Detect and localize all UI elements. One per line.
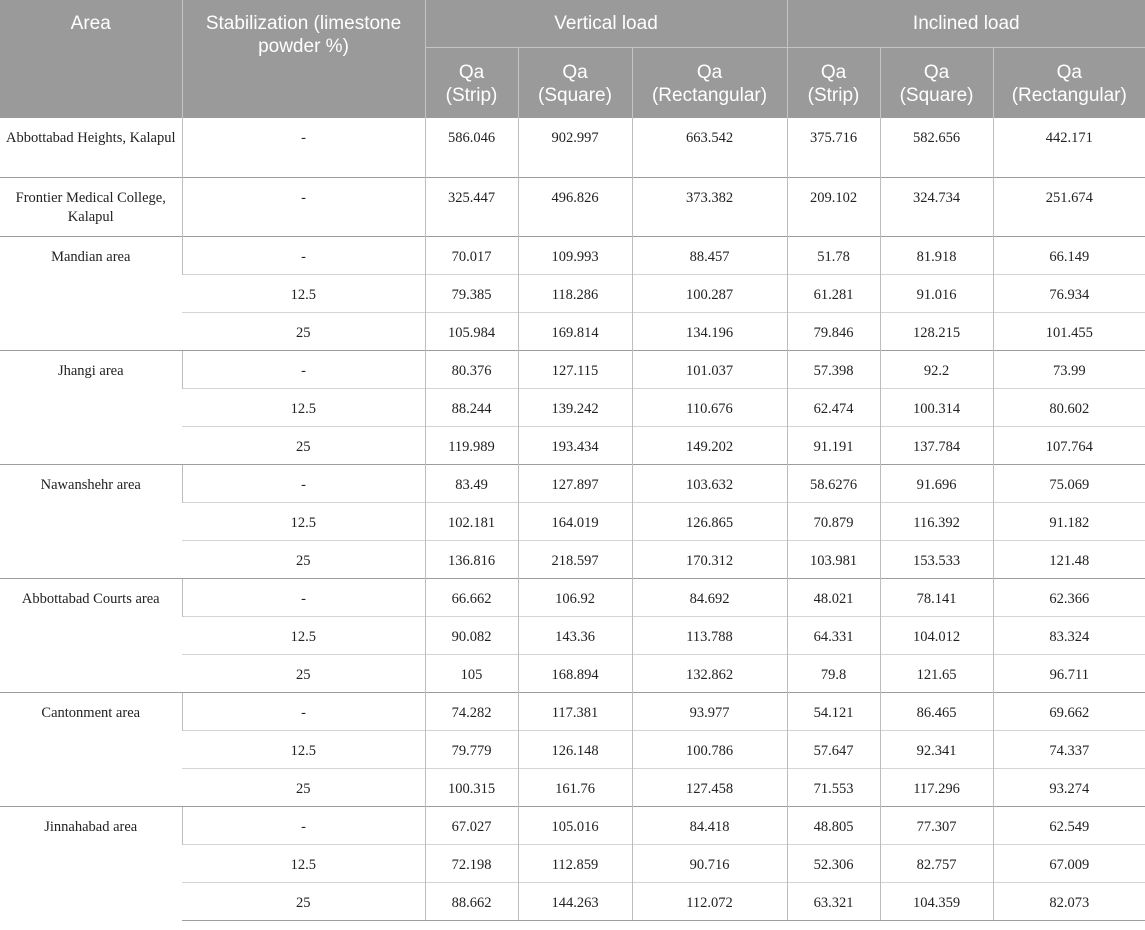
value-cell: 168.894 bbox=[518, 654, 632, 692]
header-inclined-square: Qa (Square) bbox=[880, 47, 993, 118]
stabilization-cell: - bbox=[182, 236, 425, 274]
value-cell: 137.784 bbox=[880, 426, 993, 464]
header-inclined-strip: Qa (Strip) bbox=[787, 47, 880, 118]
value-cell: 91.182 bbox=[993, 502, 1145, 540]
value-cell: 78.141 bbox=[880, 578, 993, 616]
value-cell: 62.549 bbox=[993, 806, 1145, 844]
value-cell: 110.676 bbox=[632, 388, 787, 426]
area-cell: Frontier Medical College, Kalapul bbox=[0, 177, 182, 236]
value-cell: 79.8 bbox=[787, 654, 880, 692]
value-cell: 169.814 bbox=[518, 312, 632, 350]
value-cell: 73.99 bbox=[993, 350, 1145, 388]
stabilization-cell: 25 bbox=[182, 882, 425, 920]
value-cell: 81.918 bbox=[880, 236, 993, 274]
value-cell: 72.198 bbox=[425, 844, 518, 882]
value-cell: 105.984 bbox=[425, 312, 518, 350]
value-cell: 902.997 bbox=[518, 118, 632, 177]
value-cell: 102.181 bbox=[425, 502, 518, 540]
value-cell: 91.696 bbox=[880, 464, 993, 502]
value-cell: 251.674 bbox=[993, 177, 1145, 236]
value-cell: 83.49 bbox=[425, 464, 518, 502]
value-cell: 100.315 bbox=[425, 768, 518, 806]
table-row bbox=[0, 692, 1145, 730]
stabilization-cell: 25 bbox=[182, 654, 425, 692]
stabilization-cell: - bbox=[182, 806, 425, 844]
value-cell: 80.376 bbox=[425, 350, 518, 388]
value-cell: 106.92 bbox=[518, 578, 632, 616]
value-cell: 62.366 bbox=[993, 578, 1145, 616]
value-cell: 193.434 bbox=[518, 426, 632, 464]
value-cell: 80.602 bbox=[993, 388, 1145, 426]
value-cell: 71.553 bbox=[787, 768, 880, 806]
value-cell: 103.981 bbox=[787, 540, 880, 578]
value-cell: 170.312 bbox=[632, 540, 787, 578]
stabilization-cell: - bbox=[182, 578, 425, 616]
value-cell: 663.542 bbox=[632, 118, 787, 177]
value-cell: 134.196 bbox=[632, 312, 787, 350]
value-cell: 66.149 bbox=[993, 236, 1145, 274]
value-cell: 132.862 bbox=[632, 654, 787, 692]
table-row bbox=[0, 118, 1145, 177]
value-cell: 373.382 bbox=[632, 177, 787, 236]
area-cell: Nawanshehr area bbox=[0, 464, 182, 578]
stabilization-cell: - bbox=[182, 177, 425, 236]
value-cell: 62.474 bbox=[787, 388, 880, 426]
value-cell: 127.458 bbox=[632, 768, 787, 806]
stabilization-cell: 12.5 bbox=[182, 274, 425, 312]
table-row bbox=[0, 177, 1145, 236]
value-cell: 105 bbox=[425, 654, 518, 692]
value-cell: 144.263 bbox=[518, 882, 632, 920]
area-cell: Abbottabad Heights, Kalapul bbox=[5, 130, 176, 146]
value-cell: 52.306 bbox=[787, 844, 880, 882]
value-cell: 128.215 bbox=[880, 312, 993, 350]
stabilization-cell: 25 bbox=[182, 312, 425, 350]
value-cell: 375.716 bbox=[787, 118, 880, 177]
value-cell: 161.76 bbox=[518, 768, 632, 806]
value-cell: 91.191 bbox=[787, 426, 880, 464]
value-cell: 75.069 bbox=[993, 464, 1145, 502]
value-cell: 54.121 bbox=[787, 692, 880, 730]
stabilization-cell: - bbox=[182, 464, 425, 502]
stabilization-cell: 12.5 bbox=[182, 844, 425, 882]
value-cell: 57.647 bbox=[787, 730, 880, 768]
value-cell: 79.779 bbox=[425, 730, 518, 768]
value-cell: 325.447 bbox=[425, 177, 518, 236]
value-cell: 149.202 bbox=[632, 426, 787, 464]
value-cell: 83.324 bbox=[993, 616, 1145, 654]
value-cell: 48.805 bbox=[787, 806, 880, 844]
value-cell: 117.296 bbox=[880, 768, 993, 806]
area-cell: Jhangi area bbox=[0, 350, 182, 464]
value-cell: 104.359 bbox=[880, 882, 993, 920]
table-row bbox=[0, 806, 1145, 844]
value-cell: 442.171 bbox=[993, 118, 1145, 177]
value-cell: 70.879 bbox=[787, 502, 880, 540]
table-header bbox=[0, 0, 1145, 118]
value-cell: 64.331 bbox=[787, 616, 880, 654]
value-cell: 209.102 bbox=[787, 177, 880, 236]
value-cell: 70.017 bbox=[425, 236, 518, 274]
value-cell: 112.072 bbox=[632, 882, 787, 920]
header-stabilization: Stabilization (limestone powder %) bbox=[182, 0, 425, 118]
stabilization-cell: 25 bbox=[182, 540, 425, 578]
value-cell: 82.073 bbox=[993, 882, 1145, 920]
value-cell: 58.6276 bbox=[787, 464, 880, 502]
table-body bbox=[0, 118, 1145, 920]
value-cell: 69.662 bbox=[993, 692, 1145, 730]
area-cell: Cantonment area bbox=[0, 692, 182, 806]
value-cell: 57.398 bbox=[787, 350, 880, 388]
value-cell: 93.274 bbox=[993, 768, 1145, 806]
value-cell: 121.48 bbox=[993, 540, 1145, 578]
value-cell: 582.656 bbox=[880, 118, 993, 177]
table-row bbox=[0, 236, 1145, 274]
value-cell: 61.281 bbox=[787, 274, 880, 312]
value-cell: 66.662 bbox=[425, 578, 518, 616]
value-cell: 143.36 bbox=[518, 616, 632, 654]
value-cell: 82.757 bbox=[880, 844, 993, 882]
value-cell: 88.244 bbox=[425, 388, 518, 426]
value-cell: 218.597 bbox=[518, 540, 632, 578]
stabilization-cell: 25 bbox=[182, 426, 425, 464]
value-cell: 92.2 bbox=[880, 350, 993, 388]
value-cell: 90.082 bbox=[425, 616, 518, 654]
value-cell: 79.846 bbox=[787, 312, 880, 350]
value-cell: 48.021 bbox=[787, 578, 880, 616]
stabilization-cell: - bbox=[182, 118, 425, 177]
value-cell: 67.027 bbox=[425, 806, 518, 844]
header-vertical-square: Qa (Square) bbox=[518, 47, 632, 118]
area-cell: Abbottabad Courts area bbox=[0, 578, 182, 692]
table-row bbox=[0, 578, 1145, 616]
stabilization-cell: - bbox=[182, 350, 425, 388]
value-cell: 116.392 bbox=[880, 502, 993, 540]
value-cell: 496.826 bbox=[518, 177, 632, 236]
table-row bbox=[0, 350, 1145, 388]
stabilization-cell: 12.5 bbox=[182, 730, 425, 768]
value-cell: 74.282 bbox=[425, 692, 518, 730]
value-cell: 51.78 bbox=[787, 236, 880, 274]
value-cell: 91.016 bbox=[880, 274, 993, 312]
value-cell: 104.012 bbox=[880, 616, 993, 654]
value-cell: 67.009 bbox=[993, 844, 1145, 882]
stabilization-cell: 12.5 bbox=[182, 388, 425, 426]
value-cell: 109.993 bbox=[518, 236, 632, 274]
value-cell: 88.457 bbox=[632, 236, 787, 274]
value-cell: 101.037 bbox=[632, 350, 787, 388]
value-cell: 136.816 bbox=[425, 540, 518, 578]
value-cell: 112.859 bbox=[518, 844, 632, 882]
value-cell: 117.381 bbox=[518, 692, 632, 730]
value-cell: 88.662 bbox=[425, 882, 518, 920]
value-cell: 92.341 bbox=[880, 730, 993, 768]
value-cell: 100.314 bbox=[880, 388, 993, 426]
value-cell: 93.977 bbox=[632, 692, 787, 730]
value-cell: 153.533 bbox=[880, 540, 993, 578]
area-cell: Mandian area bbox=[0, 236, 182, 350]
header-vertical-rectangular: Qa (Rectangular) bbox=[632, 47, 787, 118]
value-cell: 74.337 bbox=[993, 730, 1145, 768]
value-cell: 86.465 bbox=[880, 692, 993, 730]
value-cell: 164.019 bbox=[518, 502, 632, 540]
value-cell: 586.046 bbox=[425, 118, 518, 177]
header-inclined-load: Inclined load bbox=[787, 0, 1145, 47]
stabilization-cell: - bbox=[182, 692, 425, 730]
table-row bbox=[0, 464, 1145, 502]
header-inclined-rectangular: Qa (Rectangular) bbox=[993, 47, 1145, 118]
value-cell: 126.865 bbox=[632, 502, 787, 540]
stabilization-cell: 12.5 bbox=[182, 616, 425, 654]
value-cell: 100.287 bbox=[632, 274, 787, 312]
area-cell: Jinnahabad area bbox=[0, 806, 182, 920]
value-cell: 324.734 bbox=[880, 177, 993, 236]
value-cell: 118.286 bbox=[518, 274, 632, 312]
value-cell: 105.016 bbox=[518, 806, 632, 844]
header-area: Area bbox=[0, 0, 182, 118]
value-cell: 96.711 bbox=[993, 654, 1145, 692]
value-cell: 84.692 bbox=[632, 578, 787, 616]
stabilization-cell: 12.5 bbox=[182, 502, 425, 540]
header-vertical-strip: Qa (Strip) bbox=[425, 47, 518, 118]
value-cell: 63.321 bbox=[787, 882, 880, 920]
value-cell: 76.934 bbox=[993, 274, 1145, 312]
value-cell: 100.786 bbox=[632, 730, 787, 768]
stabilization-cell: 25 bbox=[182, 768, 425, 806]
value-cell: 119.989 bbox=[425, 426, 518, 464]
value-cell: 127.897 bbox=[518, 464, 632, 502]
value-cell: 127.115 bbox=[518, 350, 632, 388]
value-cell: 126.148 bbox=[518, 730, 632, 768]
value-cell: 107.764 bbox=[993, 426, 1145, 464]
value-cell: 121.65 bbox=[880, 654, 993, 692]
value-cell: 113.788 bbox=[632, 616, 787, 654]
value-cell: 84.418 bbox=[632, 806, 787, 844]
value-cell: 79.385 bbox=[425, 274, 518, 312]
value-cell: 90.716 bbox=[632, 844, 787, 882]
header-vertical-load: Vertical load bbox=[425, 0, 787, 47]
value-cell: 139.242 bbox=[518, 388, 632, 426]
value-cell: 77.307 bbox=[880, 806, 993, 844]
value-cell: 103.632 bbox=[632, 464, 787, 502]
value-cell: 101.455 bbox=[993, 312, 1145, 350]
